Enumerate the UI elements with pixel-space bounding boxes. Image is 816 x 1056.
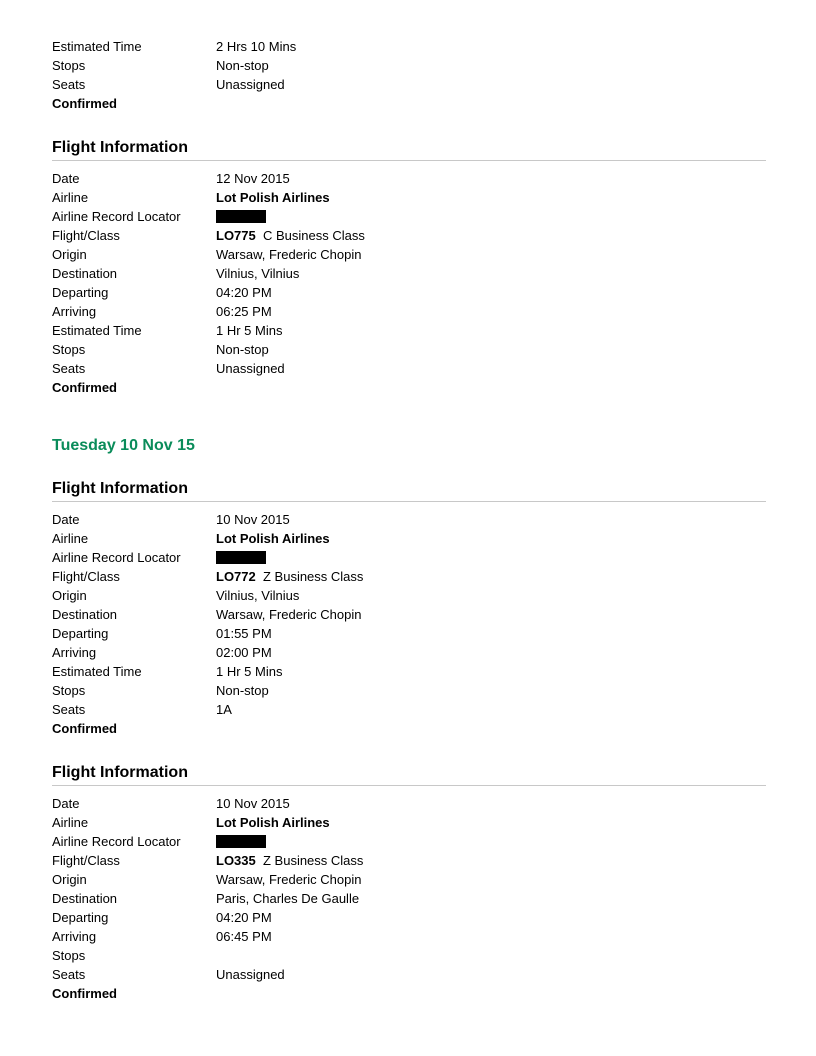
field-value: Lot Polish Airlines — [216, 531, 330, 546]
redacted-block — [216, 835, 266, 848]
field-value: 12 Nov 2015 — [216, 171, 290, 186]
field-label: Arriving — [52, 929, 97, 944]
detail-row-stops — [52, 681, 766, 700]
detail-row-origin — [52, 870, 766, 889]
detail-row-estimated-time — [52, 662, 766, 681]
field-value: 2 Hrs 10 Mins — [216, 39, 297, 54]
field-label: Seats — [52, 967, 86, 982]
field-label: Destination — [52, 266, 118, 281]
flight-number: LO772 — [216, 569, 256, 584]
detail-row-stops — [52, 946, 766, 965]
detail-row-seats — [52, 359, 766, 378]
field-value: Non-stop — [216, 58, 269, 73]
flight-details-lo772 — [52, 510, 766, 738]
field-value — [216, 832, 266, 851]
detail-row-flight-class — [52, 226, 766, 245]
field-label: Origin — [52, 872, 87, 887]
field-value: Non-stop — [216, 342, 269, 357]
detail-row-origin — [52, 586, 766, 605]
detail-row-destination — [52, 889, 766, 908]
detail-row-destination — [52, 264, 766, 283]
detail-row-estimated-time — [52, 321, 766, 340]
redacted-block — [216, 210, 266, 223]
field-label: Date — [52, 796, 80, 811]
detail-row-departing — [52, 908, 766, 927]
section-title-flight-information: Flight Information — [52, 763, 766, 786]
field-value — [216, 548, 266, 567]
field-label: Airline Record Locator — [52, 550, 181, 565]
field-label: Airline — [52, 531, 89, 546]
detail-row-seats — [52, 700, 766, 719]
top-partial-flight-details — [52, 37, 766, 113]
field-value: 1 Hr 5 Mins — [216, 323, 283, 338]
field-label: Stops — [52, 948, 86, 963]
field-label: Arriving — [52, 645, 97, 660]
field-value: Lot Polish Airlines — [216, 190, 330, 205]
detail-row-airline — [52, 188, 766, 207]
field-value: 1A — [216, 702, 232, 717]
field-label: Stops — [52, 683, 86, 698]
detail-row-seats — [52, 75, 766, 94]
detail-row-stops — [52, 56, 766, 75]
field-value: 10 Nov 2015 — [216, 512, 290, 527]
field-value — [216, 226, 365, 245]
field-label: Estimated Time — [52, 664, 142, 679]
field-label: Date — [52, 512, 80, 527]
field-value: Non-stop — [216, 683, 269, 698]
field-value — [216, 567, 363, 586]
section-title-flight-information: Flight Information — [52, 479, 766, 502]
field-label: Seats — [52, 702, 86, 717]
detail-row-date — [52, 169, 766, 188]
field-label: Seats — [52, 361, 86, 376]
field-label: Estimated Time — [52, 39, 142, 54]
detail-row-departing — [52, 624, 766, 643]
field-label: Departing — [52, 285, 109, 300]
detail-row-stops — [52, 340, 766, 359]
field-label: Stops — [52, 342, 86, 357]
detail-row-record-locator — [52, 832, 766, 851]
field-label: Airline — [52, 190, 89, 205]
field-value: 1 Hr 5 Mins — [216, 664, 283, 679]
detail-row-airline — [52, 529, 766, 548]
field-label: Departing — [52, 910, 109, 925]
field-value: 06:25 PM — [216, 304, 272, 319]
detail-row-arriving — [52, 643, 766, 662]
field-value: Warsaw, Frederic Chopin — [216, 247, 362, 262]
detail-row-date — [52, 510, 766, 529]
field-label: Flight/Class — [52, 853, 120, 868]
field-value: Lot Polish Airlines — [216, 815, 330, 830]
field-label: Departing — [52, 626, 109, 641]
flight-number: LO335 — [216, 853, 256, 868]
field-label: Estimated Time — [52, 323, 142, 338]
detail-row-departing — [52, 283, 766, 302]
field-value: 02:00 PM — [216, 645, 272, 660]
detail-row-arriving — [52, 302, 766, 321]
field-label: Origin — [52, 247, 87, 262]
detail-row-destination — [52, 605, 766, 624]
detail-row-record-locator — [52, 548, 766, 567]
flight-number: LO775 — [216, 228, 256, 243]
field-label: Flight/Class — [52, 569, 120, 584]
field-value: Vilnius, Vilnius — [216, 266, 300, 281]
field-label: Airline — [52, 815, 89, 830]
flight-class: Z Business Class — [262, 569, 364, 584]
field-value: Unassigned — [216, 967, 285, 982]
detail-row-record-locator — [52, 207, 766, 226]
flight-class: Z Business Class — [262, 853, 364, 868]
field-label: Destination — [52, 891, 118, 906]
field-label: Date — [52, 171, 80, 186]
detail-row-flight-class — [52, 567, 766, 586]
confirmed-status: Confirmed — [52, 986, 117, 1001]
flight-details-lo335 — [52, 794, 766, 1003]
field-value: 04:20 PM — [216, 285, 272, 300]
field-label: Stops — [52, 58, 86, 73]
flight-class: C Business Class — [262, 228, 365, 243]
field-value: Unassigned — [216, 77, 285, 92]
field-value: Warsaw, Frederic Chopin — [216, 872, 362, 887]
detail-row-date — [52, 794, 766, 813]
field-value: 04:20 PM — [216, 910, 272, 925]
confirmed-status: Confirmed — [52, 721, 117, 736]
field-value: Vilnius, Vilnius — [216, 588, 300, 603]
field-label: Seats — [52, 77, 86, 92]
field-label: Origin — [52, 588, 87, 603]
confirmed-status: Confirmed — [52, 96, 117, 111]
detail-row-estimated-time — [52, 37, 766, 56]
detail-row-seats — [52, 965, 766, 984]
field-value: Unassigned — [216, 361, 285, 376]
field-value: 06:45 PM — [216, 929, 272, 944]
detail-row-origin — [52, 245, 766, 264]
field-value — [216, 207, 266, 226]
day-heading: Tuesday 10 Nov 15 — [52, 437, 195, 454]
field-value: 10 Nov 2015 — [216, 796, 290, 811]
confirmed-status: Confirmed — [52, 380, 117, 395]
detail-row-airline — [52, 813, 766, 832]
field-label: Airline Record Locator — [52, 209, 181, 224]
field-label: Flight/Class — [52, 228, 120, 243]
field-value: Paris, Charles De Gaulle — [216, 891, 360, 906]
section-title-flight-information: Flight Information — [52, 138, 766, 161]
field-value — [216, 851, 363, 870]
flight-details-lo775 — [52, 169, 766, 397]
field-label: Airline Record Locator — [52, 834, 181, 849]
field-value: 01:55 PM — [216, 626, 272, 641]
field-label: Destination — [52, 607, 118, 622]
redacted-block — [216, 551, 266, 564]
detail-row-arriving — [52, 927, 766, 946]
field-value: Warsaw, Frederic Chopin — [216, 607, 362, 622]
field-label: Arriving — [52, 304, 97, 319]
detail-row-flight-class — [52, 851, 766, 870]
